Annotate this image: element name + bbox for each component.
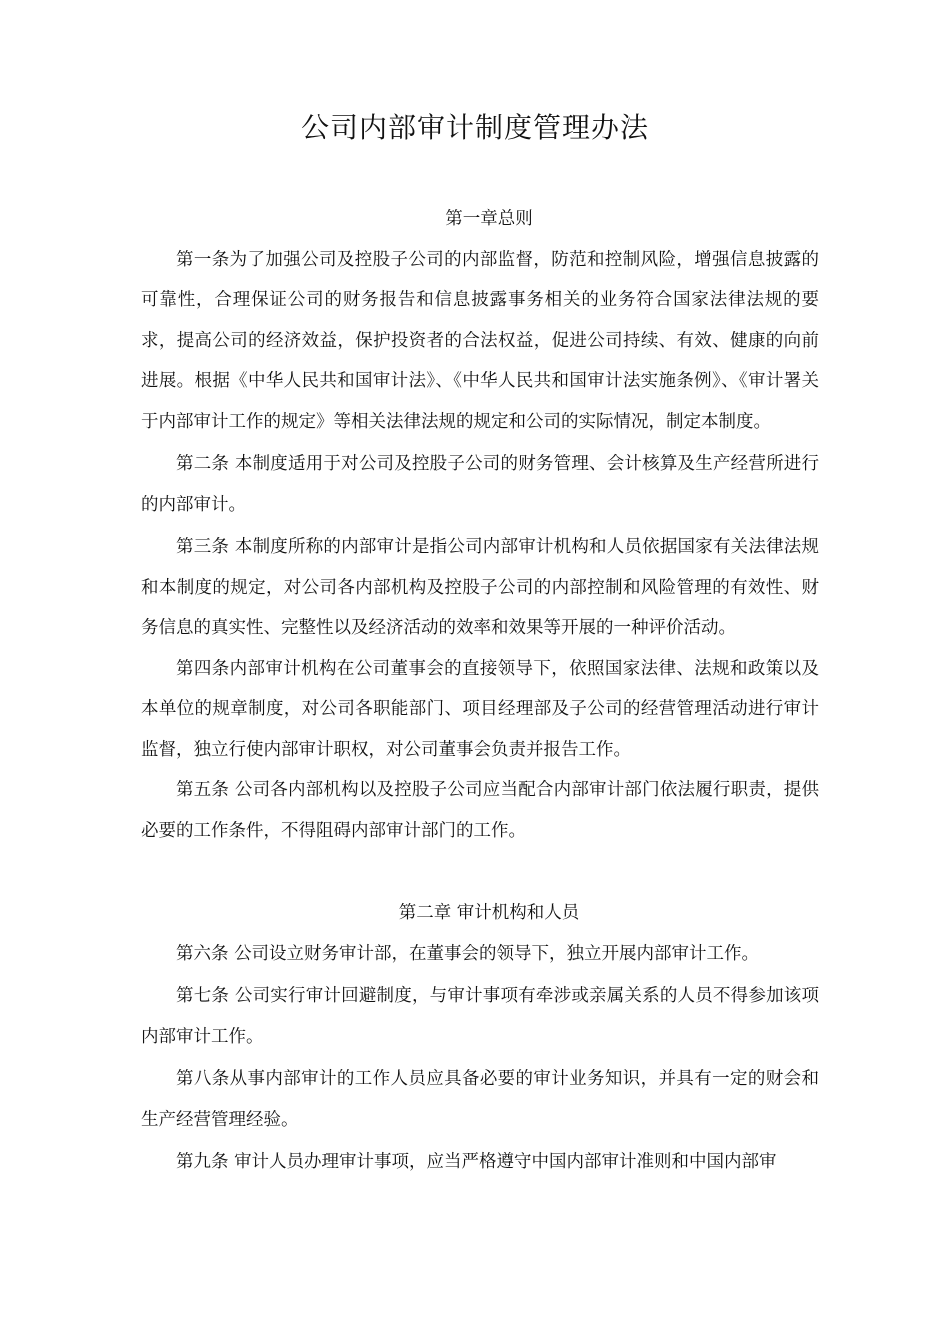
article-7: 第七条 公司实行审计回避制度，与审计事项有牵涉或亲属关系的人员不得参加该项内部审计工作。 [141,986,819,1047]
article-2: 第二条 本制度适用于对公司及控股子公司的财务管理、会计核算及生产经营所进行的内部审计。 [141,454,819,515]
article-5: 第五条 公司各内部机构以及控股子公司应当配合内部审计部门依法履行职责，提供必要的工作条件，不得阻碍内部审计部门的工作。 [141,780,819,841]
article-8: 第八条从事内部审计的工作人员应具备必要的审计业务知识，并具有一定的财会和生产经营管理经验。 [141,1069,819,1130]
article-1: 第一条为了加强公司及控股子公司的内部监督，防范和控制风险，增强信息披露的可靠性，合理保证公司的财务报告和信息披露事务相关的业务符合国家法律法规的要求，提高公司的经济效益，保护投资者的合法权益，促进公司持续、有效、健康的向前进展。根据《中华人民共和国审计法》、《中华人民共和国审计法实施条例》、《审计署关于内部审计工作的规定》等相关法律法规的规定和公司的实际情况，制定本制度。 [141,249,819,432]
document-body [141,199,819,1183]
chapter-2-heading: 第二章 审计机构和人员 [398,903,580,923]
article-3: 第三条 本制度所称的内部审计是指公司内部审计机构和人员依据国家有关法律法规和本制度的规定，对公司各内部机构及控股子公司的内部控制和风险管理的有效性、财务信息的真实性、完整性以及经济活动的效率和效果等开展的一种评价活动。 [141,537,819,638]
article-9: 第九条 审计人员办理审计事项，应当严格遵守中国内部审计准则和中国内部审 [176,1152,777,1172]
document-title: 公司内部审计制度管理办法 [300,111,649,144]
chapter-1-heading: 第一章总则 [445,209,533,229]
article-4: 第四条内部审计机构在公司董事会的直接领导下，依照国家法律、法规和政策以及本单位的规章制度，对公司各职能部门、项目经理部及子公司的经营管理活动进行审计监督，独立行使内部审计职权，对公司董事会负责并报告工作。 [141,658,819,760]
article-6: 第六条 公司设立财务审计部，在董事会的领导下，独立开展内部审计工作。 [176,943,760,964]
